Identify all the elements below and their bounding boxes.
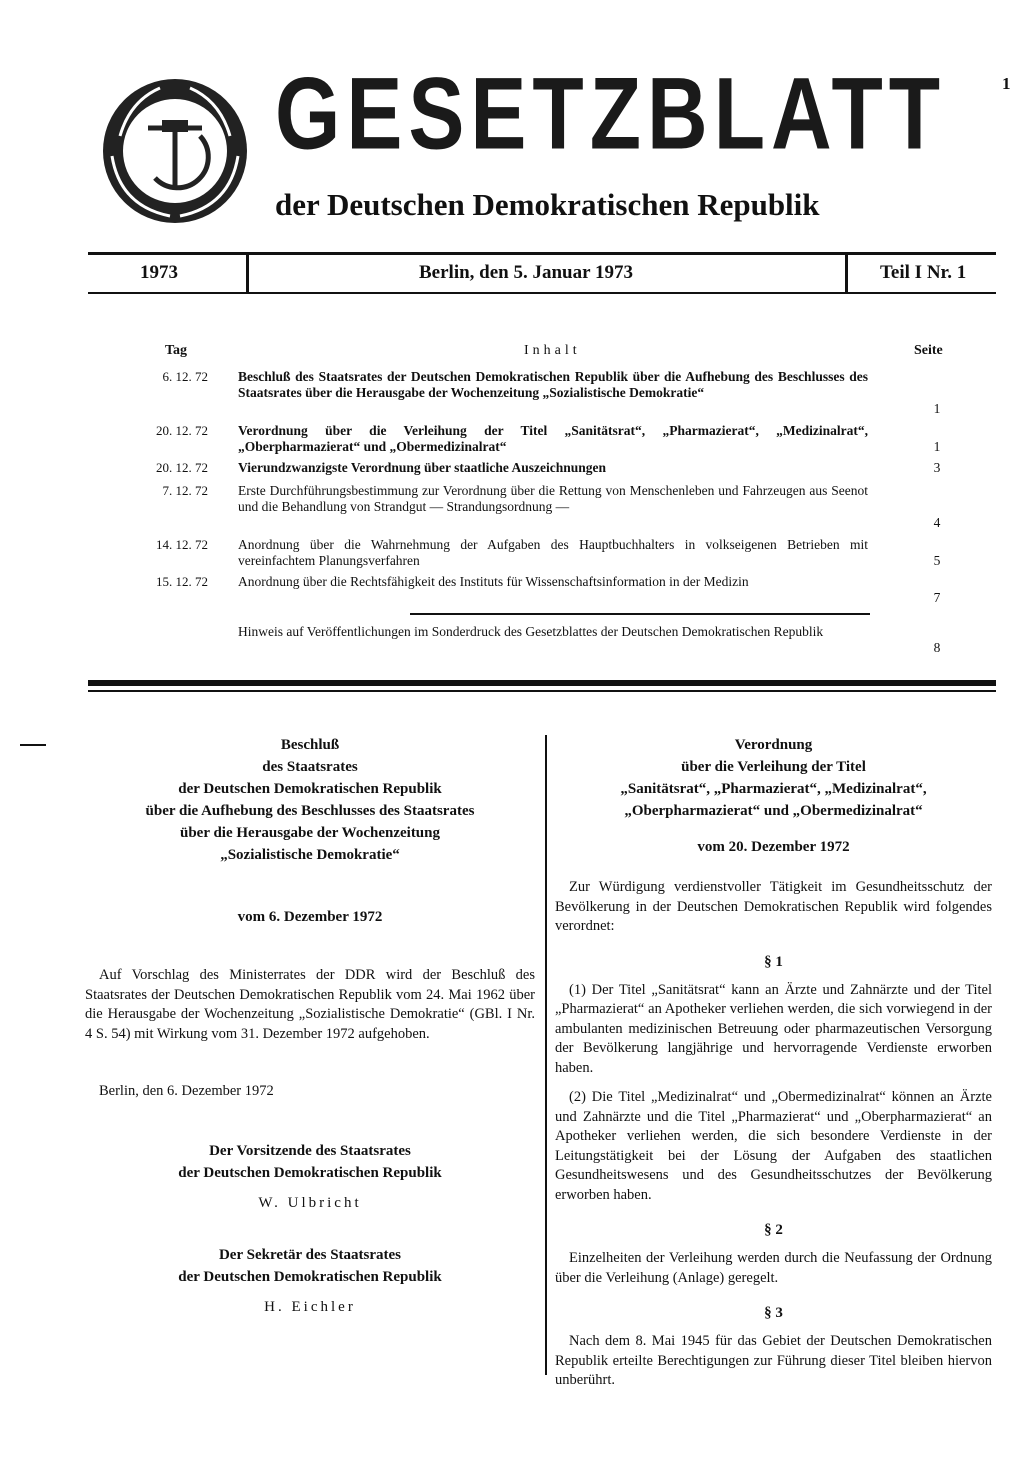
right-heading-line: Verordnung	[734, 737, 813, 753]
toc-text: Anordnung über die Wahrnehmung der Aufgaben des Hauptbuchhalters in volkseigenen Betrieben mit vereinfachtem Planungsverfahren	[238, 537, 868, 568]
left-heading-line: „Sozialistische Demokratie“	[220, 847, 400, 863]
left-heading-line: Beschluß	[280, 737, 340, 753]
section-separator-thin	[88, 690, 996, 692]
section-1-para-1: (1) Der Titel „Sanitätsrat“ kann an Ärzte und Zahnärzte und der Titel „Pharmazierat“ an Apotheker verliehen werden, die sich vorwiegend in der ambulanten medizinischen Betreuung oder pharmazeutischen Versorgung der Bevölkerung langjährige und hervorragende Verdienste erworben haben.	[555, 981, 992, 1076]
toc-note-page: 8	[933, 640, 941, 655]
toc-page: 7	[933, 590, 941, 605]
left-heading-line: des Staatsrates	[262, 759, 358, 775]
toc-page: 3	[933, 460, 941, 475]
state-emblem	[100, 76, 250, 226]
section-separator-heavy	[88, 680, 996, 686]
toc-date: 7. 12. 72	[162, 483, 208, 498]
right-heading-line: „Sanitätsrat“, „Pharmazierat“, „Medizinalrat“,	[620, 781, 927, 797]
issue-year: 1973	[140, 262, 178, 283]
masthead-subtitle: der Deutschen Demokratischen Republik	[275, 187, 820, 222]
sig2-name: H. Eichler	[264, 1298, 356, 1315]
section-3-text: Nach dem 8. Mai 1945 für das Gebiet der Deutschen Demokratischen Republik erteilte Berechtigungen zur Führung dieser Titel bleiben hiervon unberührt.	[555, 1333, 992, 1388]
toc-text: Verordnung über die Verleihung der Titel „Sanitätsrat“, „Pharmazierat“, „Medizinalrat“, „Oberpharmazierat“ und „Obermedizinalrat“	[238, 423, 868, 454]
toc-text: Erste Durchführungsbestimmung zur Verordnung über die Rettung von Menschenleben und Fahrzeugen aus Seenot und die Behandlung von Strandgut — Strandungsordnung —	[238, 483, 868, 514]
section-2-label: § 2	[764, 1222, 783, 1238]
toc-text: Beschluß des Staatsrates der Deutschen Demokratischen Republik über die Aufhebung des Beschlusses des Staatsrates über die Herausgabe der Wochenzeitung „Sozialistische Demokratie“	[238, 369, 868, 400]
section-1-para-2: (2) Die Titel „Medizinalrat“ und „Obermedizinalrat“ können an Ärzte und Zahnärzte und die Titel „Pharmazierat“ und „Oberpharmazierat“ an Apotheker verliehen werden, die sich besondere Verdienste in der Leitungstätigkeit bei der Lösung der Aufgaben des staatlichen Gesundheitswesens und des Gesundheitsschutzes der Bevölkerung erworben haben.	[555, 1089, 992, 1203]
header-top-rule	[88, 252, 996, 255]
sig1-title-line: der Deutschen Demokratischen Republik	[178, 1164, 442, 1181]
margin-mark	[20, 744, 46, 746]
left-heading-line: der Deutschen Demokratischen Republik	[178, 781, 442, 797]
left-article	[85, 734, 535, 1318]
toc-col-page: Seite	[914, 343, 943, 358]
toc-text: Vierundzwanzigste Verordnung über staatliche Auszeichnungen	[238, 460, 607, 475]
toc-date: 20. 12. 72	[156, 460, 208, 475]
sig1-title-line: Der Vorsitzende des Staatsrates	[209, 1142, 411, 1159]
toc-date: 20. 12. 72	[156, 423, 208, 438]
toc-page: 1	[933, 439, 941, 454]
toc-text: Anordnung über die Rechtsfähigkeit des Instituts für Wissenschaftsinformation in der Medizin	[238, 574, 749, 589]
right-heading-line: „Oberpharmazierat“ und „Obermedizinalrat“	[624, 803, 923, 819]
masthead-title: GESETZBLATT	[275, 55, 947, 171]
right-article	[555, 734, 992, 1391]
right-intro: Zur Würdigung verdienstvoller Tätigkeit im Gesundheitsschutz der Bevölkerung in der Deutschen Demokratischen Republik wird folgendes verordnet:	[555, 879, 992, 934]
left-date-line: vom 6. Dezember 1972	[237, 909, 383, 925]
toc-note-text: Hinweis auf Veröffentlichungen im Sonderdruck des Gesetzblattes der Deutschen Demokratischen Republik	[238, 624, 824, 639]
toc-date: 6. 12. 72	[162, 369, 208, 384]
toc-col-content: Inhalt	[524, 343, 581, 358]
section-3-label: § 3	[764, 1305, 783, 1321]
sig2-title-line: Der Sekretär des Staatsrates	[218, 1246, 402, 1263]
header-divider-left	[246, 252, 249, 294]
issue-part: Teil I Nr. 1	[880, 262, 967, 283]
toc-note-rule	[410, 613, 870, 615]
right-heading-line: über die Verleihung der Titel	[681, 759, 866, 775]
right-date-line: vom 20. Dezember 1972	[697, 839, 850, 855]
left-heading-line: über die Aufhebung des Beschlusses des Staatsrates	[145, 803, 475, 819]
toc-date: 15. 12. 72	[156, 574, 208, 589]
toc-date: 14. 12. 72	[156, 537, 208, 552]
column-divider	[545, 735, 547, 1375]
page-number: 1	[1002, 74, 1011, 93]
issue-place-date: Berlin, den 5. Januar 1973	[419, 262, 633, 283]
left-heading-line: über die Herausgabe der Wochenzeitung	[179, 825, 440, 841]
toc-col-day: Tag	[165, 343, 188, 358]
toc-page: 4	[933, 515, 941, 530]
header-divider-right	[845, 252, 848, 294]
left-body: Auf Vorschlag des Ministerrates der DDR wird der Beschluß des Staatsrates der Deutschen Demokratischen Republik vom 24. Mai 1962 über die Herausgabe der Wochenzeitung „Sozialistische Demokratie“ (GBl. I Nr. 4 S. 54) mit Wirkung vom 31. Dezember 1972 aufgehoben.	[85, 967, 535, 1042]
toc-page: 5	[933, 553, 941, 568]
section-2-text: Einzelheiten der Verleihung werden durch die Neufassung der Ordnung über die Verleihung (Anlage) geregelt.	[555, 1250, 992, 1286]
toc-page: 1	[933, 401, 941, 416]
sig2-title-line: der Deutschen Demokratischen Republik	[178, 1268, 442, 1285]
section-1-label: § 1	[764, 953, 783, 970]
sig1-name: W. Ulbricht	[258, 1194, 362, 1211]
header-bottom-rule	[88, 292, 996, 294]
left-place-date: Berlin, den 6. Dezember 1972	[99, 1083, 274, 1099]
